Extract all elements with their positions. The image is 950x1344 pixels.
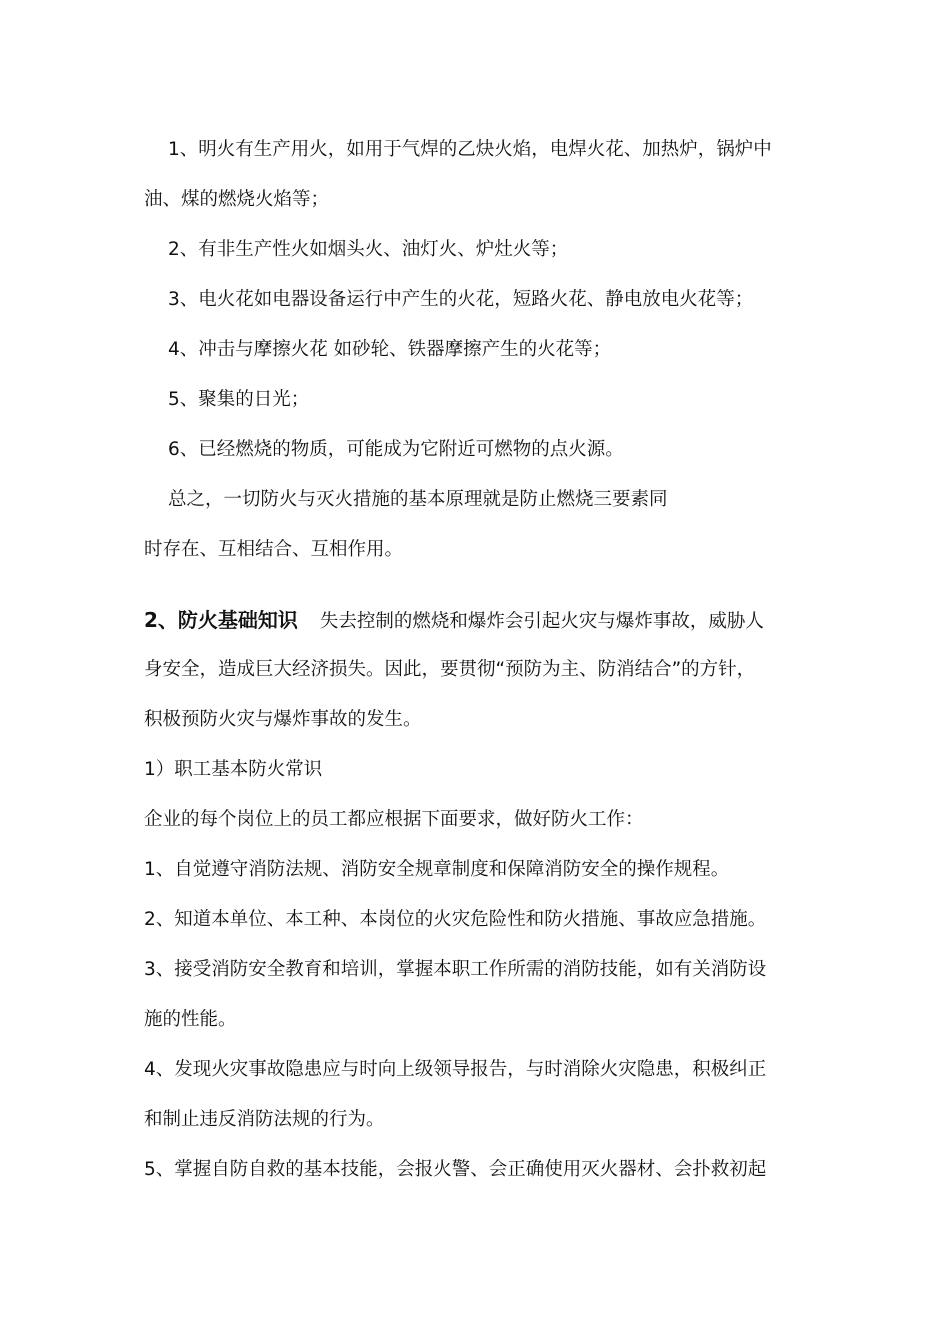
summary-line-1: 总之，一切防火与灭火措施的基本原理就是防止燃烧三要素同 <box>168 489 668 510</box>
ignition-source-item-6: 6、已经燃烧的物质，可能成为它附近可燃物的点火源。 <box>168 439 624 460</box>
section-intro-line-1: 失去控制的燃烧和爆炸会引起火灾与爆炸事故，威胁人 <box>319 611 764 632</box>
ignition-source-item-1-line-2: 油、煤的燃烧火焰等； <box>144 189 330 210</box>
section-2-heading-line <box>144 607 834 635</box>
lead-in-paragraph: 企业的每个岗位上的员工都应根据下面要求，做好防火工作： <box>144 809 644 830</box>
requirement-item-3-line-2: 施的性能。 <box>144 1009 237 1030</box>
ignition-source-item-2: 2、有非生产性火如烟头火、油灯火、炉灶火等； <box>168 239 569 260</box>
section-intro-line-3: 积极预防火灾与爆炸事故的发生。 <box>144 709 422 730</box>
requirement-item-3-line-1: 3、接受消防安全教育和培训，掌握本职工作所需的消防技能，如有关消防设 <box>144 959 767 980</box>
requirement-item-4-line-1: 4、发现火灾事故隐患应与时向上级领导报告，与时消除火灾隐患，积极纠正 <box>144 1059 767 1080</box>
subheading: 1）职工基本防火常识 <box>144 759 323 780</box>
ignition-source-item-1-line-1: 1、明火有生产用火，如用于气焊的乙炔火焰，电焊火花、加热炉，锅炉中 <box>168 139 772 160</box>
requirement-item-1: 1、自觉遵守消防法规、消防安全规章制度和保障消防安全的操作规程。 <box>144 859 730 880</box>
section-heading: 2、防火基础知识 <box>144 608 298 632</box>
section-intro-line-2: 身安全，造成巨大经济损失。因此，要贯彻“预防为主、防消结合”的方针， <box>144 659 756 680</box>
requirement-item-2: 2、知道本单位、本工种、本岗位的火灾危险性和防火措施、事故应急措施。 <box>144 909 767 930</box>
ignition-source-item-4: 4、冲击与摩擦火花 如砂轮、铁器摩擦产生的火花等； <box>168 339 612 360</box>
summary-line-2: 时存在、互相结合、互相作用。 <box>144 539 404 560</box>
ignition-source-item-5: 5、聚集的日光； <box>168 389 310 410</box>
requirement-item-5-line-1: 5、掌握自防自救的基本技能，会报火警、会正确使用灭火器材、会扑救初起 <box>144 1159 767 1180</box>
ignition-source-item-3: 3、电火花如电器设备运行中产生的火花，短路火花、静电放电火花等； <box>168 289 754 310</box>
requirement-item-4-line-2: 和制止违反消防法规的行为。 <box>144 1109 385 1130</box>
